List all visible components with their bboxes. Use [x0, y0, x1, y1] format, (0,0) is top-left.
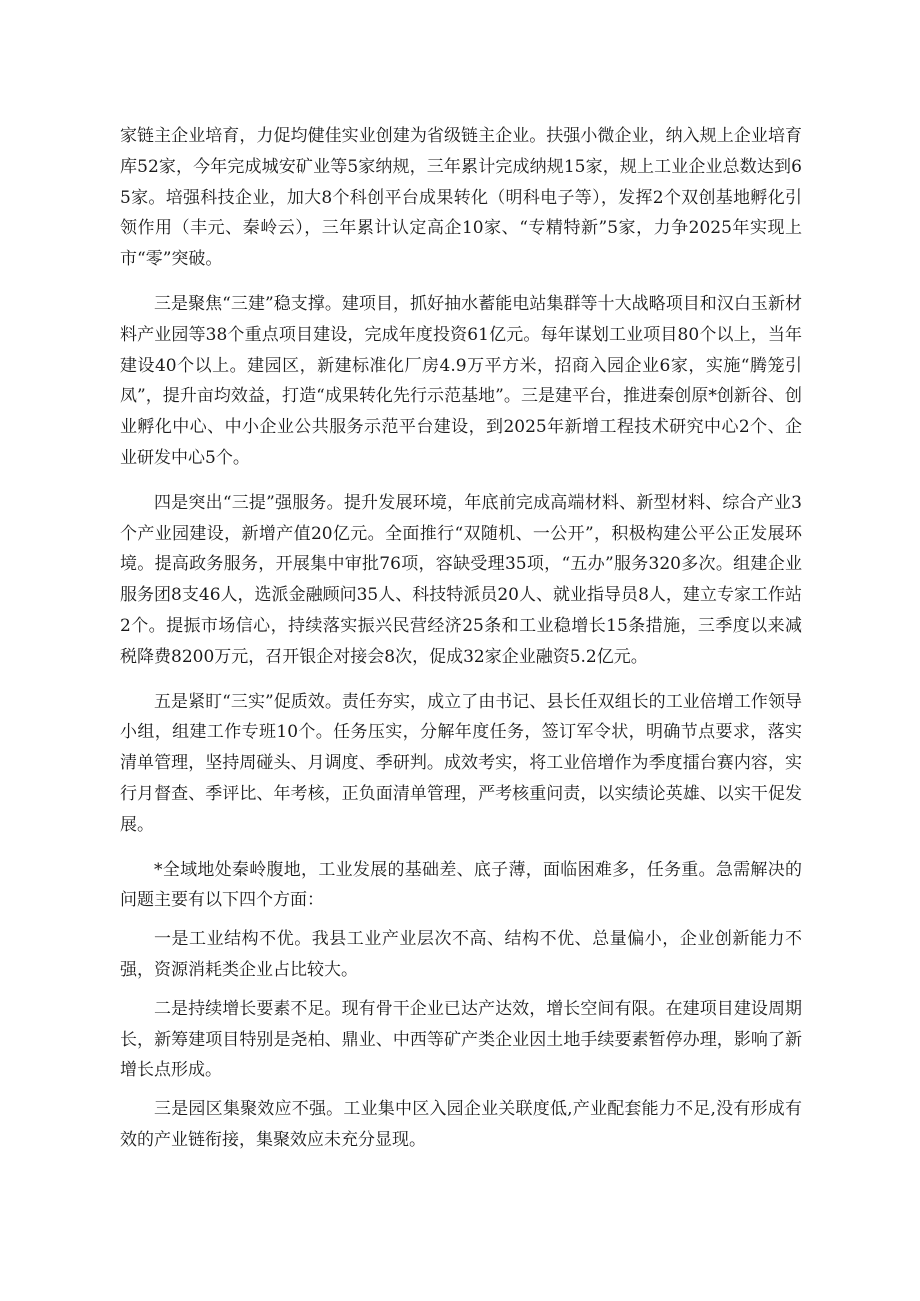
paragraph-three-implement: 五是紧盯“三实”促质效。责任夯实，成立了由书记、县长任双组长的工业倍增工作领导小组，组建工作专班10个。任务压实，分解年度任务，签订军令状，明确节点要求，落实清单管理，坚持周碰头、月调度、季研判。成效考实，将工业倍增作为季度擂台赛内容，实行月督查、季评比、年考核，正负面清单管理，严考核重问责，以实绩论英雄、以实干促发展。	[120, 691, 802, 835]
paragraph-problem-park: 三是园区集聚效应不强。工业集中区入园企业关联度低,产业配套能力不足,没有形成有效的产业链衔接，集聚效应未充分显现。	[120, 1099, 802, 1150]
paragraph-problems-intro: *全域地处秦岭腹地，工业发展的基础差、底子薄，面临困难多，任务重。急需解决的问题主要有以下四个方面：	[120, 859, 802, 911]
paragraph-three-construct: 三是聚焦“三建”稳支撑。建项目，抓好抽水蓄能电站集群等十大战略项目和汉白玉新材料产业园等38个重点项目建设，完成年度投资61亿元。每年谋划工业项目80个以上，当年建设40个以上。建园区，新建标准化厂房4.9万平方米，招商入园企业6家，实施“腾笼引凤”，提升亩均效益，打造“成果转化先行示范基地”。三是建平台，推进秦创原*创新谷、创业孵化中心、中小企业公共服务示范平台建设，到2025年新增工程技术研究中心2个、企业研发中心5个。	[120, 293, 802, 468]
paragraph-chain-enterprise: 家链主企业培育，力促均健佳实业创建为省级链主企业。扶强小微企业，纳入规上企业培育库52家，今年完成城安矿业等5家纳规，三年累计完成纳规15家，规上工业企业总数达到65家。培强科技企业，加大8个科创平台成果转化（明科电子等），发挥2个双创基地孵化引领作用（丰元、秦岭云），三年累计认定高企10家、“专精特新”5家，力争2025年实现上市“零”突破。	[120, 126, 802, 270]
document-body	[120, 121, 802, 1164]
paragraph-problem-structure: 一是工业结构不优。我县工业产业层次不高、结构不优、总量偏小，企业创新能力不强，资源消耗类企业占比较大。	[120, 929, 802, 980]
paragraph-three-improve: 四是突出“三提”强服务。提升发展环境，年底前完成高端材料、新型材料、综合产业3个产业园建设，新增产值20亿元。全面推行“双随机、一公开”，积极构建公平公正发展环境。提高政务服务，开展集中审批76项，容缺受理35项，“五办”服务320多次。组建企业服务团8支46人，选派金融顾问35人、科技特派员20人、就业指导员8人，建立专家工作站2个。提振市场信心，持续落实振兴民营经济25条和工业稳增长15条措施，三季度以来减税降费8200万元，召开银企对接会8次，促成32家企业融资5.2亿元。	[120, 492, 802, 667]
paragraph-problem-growth: 二是持续增长要素不足。现有骨干企业已达产达效，增长空间有限。在建项目建设周期长，新筹建项目特别是尧柏、鼎业、中西等矿产类企业因土地手续要素暂停办理，影响了新增长点形成。	[120, 998, 802, 1081]
